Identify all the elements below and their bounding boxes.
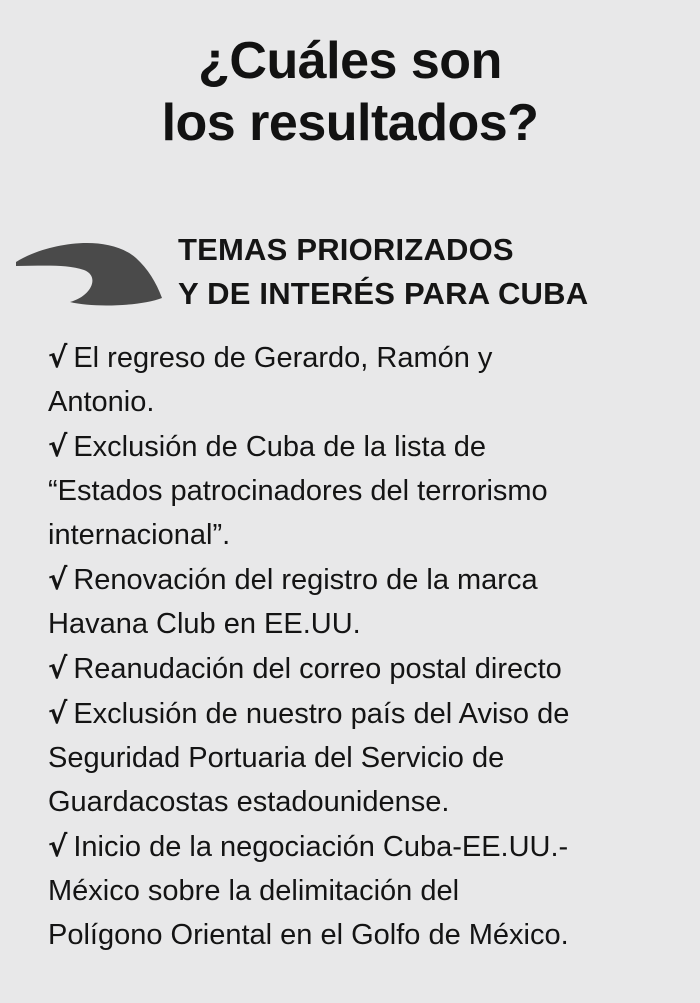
list-item-line: “Estados patrocinadores del terrorismo: [48, 475, 548, 507]
check-icon: √: [48, 829, 68, 863]
list-item-text: El regreso de Gerardo, Ramón y: [73, 342, 493, 374]
list-item-text: Renovación del registro de la marca: [73, 564, 538, 596]
list-item-line: [48, 824, 688, 869]
check-icon: √: [48, 429, 68, 463]
list-item-line: Antonio.: [48, 386, 155, 418]
list-item-line: [48, 557, 688, 602]
list-item: [48, 424, 688, 557]
list-item: [48, 335, 688, 424]
list-item-line: internacional”.: [48, 519, 231, 551]
list-item: [48, 557, 688, 646]
list-item-line: Polígono Oriental en el Golfo de México.: [48, 919, 569, 951]
list-item: [48, 824, 688, 957]
curved-shape-icon: [14, 236, 164, 308]
check-icon: √: [48, 696, 68, 730]
results-list: [48, 335, 688, 957]
list-item-line: [48, 646, 688, 691]
list-item-line: México sobre la delimitación del: [48, 875, 460, 907]
check-icon: √: [48, 651, 68, 685]
list-item-line: [48, 335, 688, 380]
list-item-text: Exclusión de nuestro país del Aviso de: [73, 698, 570, 730]
check-icon: √: [48, 562, 68, 596]
section-heading-line-2: Y DE INTERÉS PARA CUBA: [178, 276, 589, 311]
list-item-text: Reanudación del correo postal directo: [73, 653, 562, 685]
page-title-line-1: ¿Cuáles son: [198, 32, 502, 90]
list-item-line: [48, 424, 688, 469]
list-item-line: Seguridad Portuaria del Servicio de: [48, 742, 505, 774]
list-item-line: [48, 691, 688, 736]
section-heading-line-1: TEMAS PRIORIZADOS: [178, 232, 514, 267]
list-item-text: Exclusión de Cuba de la lista de: [73, 431, 487, 463]
section-heading: [178, 228, 678, 316]
page-title-line-2: los resultados?: [161, 94, 539, 152]
list-item: [48, 691, 688, 824]
list-item-line: Guardacostas estadounidense.: [48, 786, 450, 818]
list-item: [48, 646, 688, 691]
list-item-line: Havana Club en EE.UU.: [48, 608, 361, 640]
list-item-text: Inicio de la negociación Cuba-EE.UU.-: [73, 831, 569, 863]
page-title: [0, 30, 700, 154]
check-icon: √: [48, 340, 68, 374]
